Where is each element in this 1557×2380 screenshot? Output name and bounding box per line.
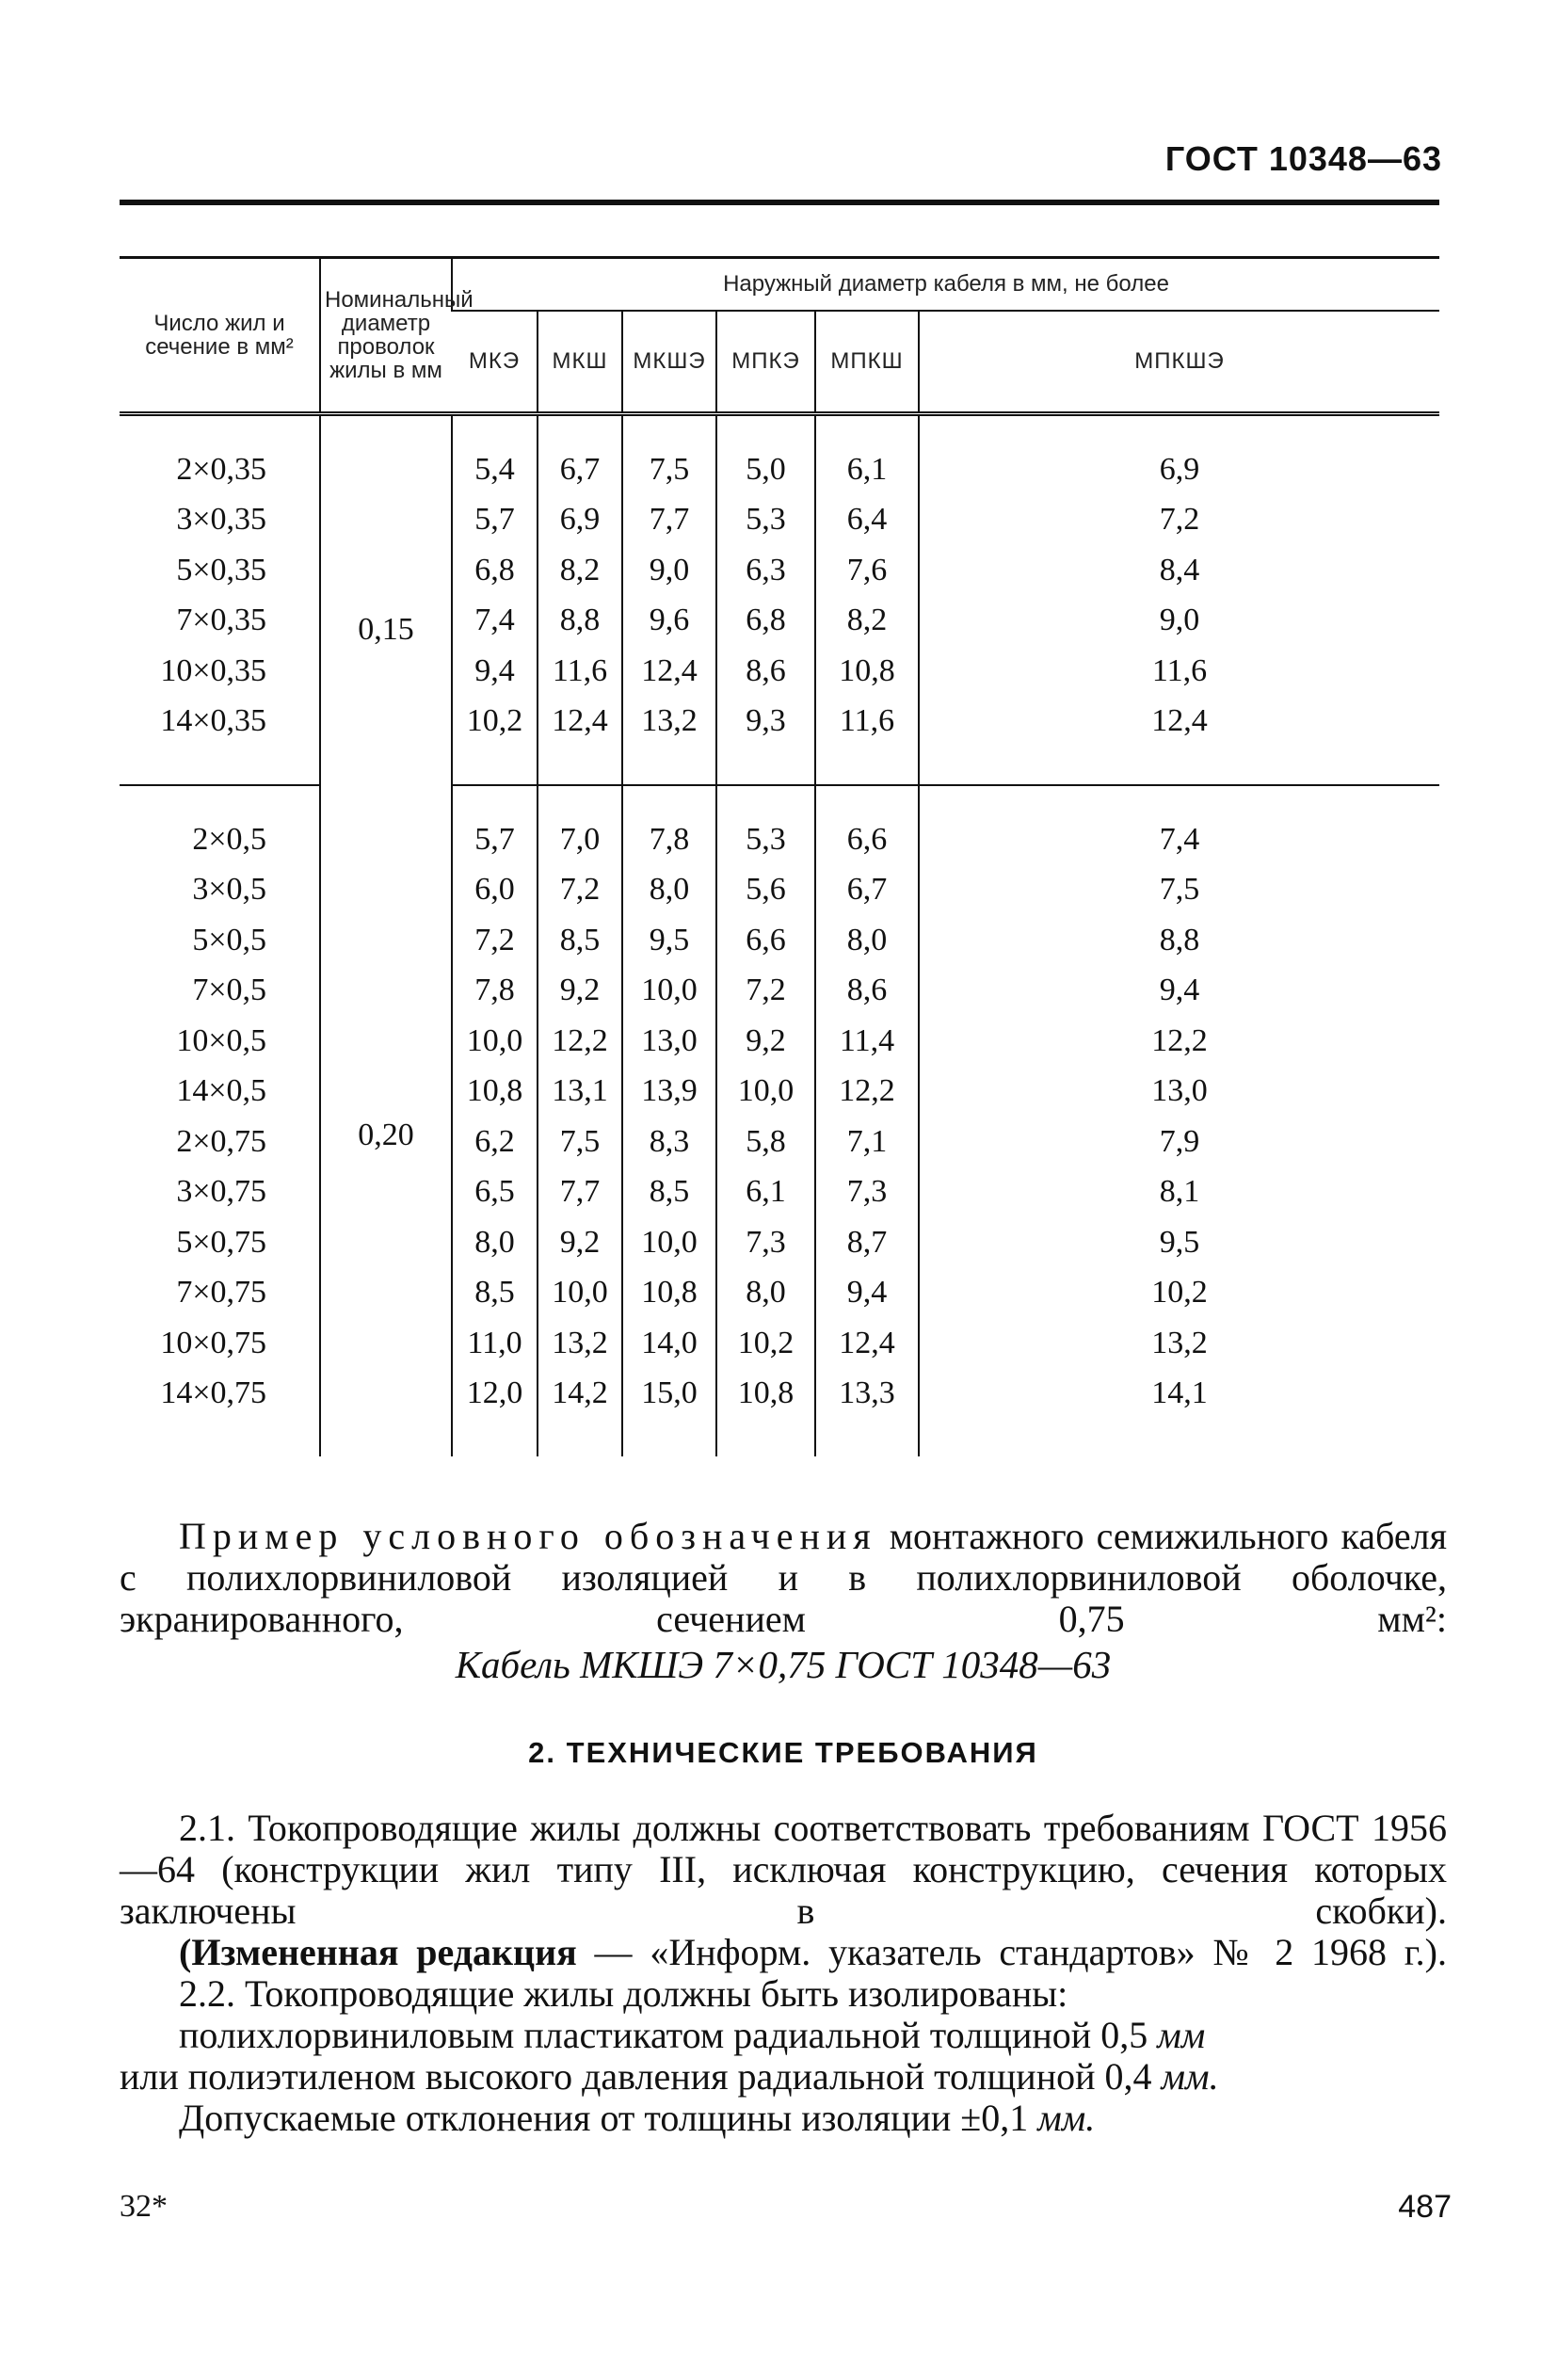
cell-diameter-value: 9,0 xyxy=(919,596,1439,647)
cell-diameter-value: 8,1 xyxy=(919,1167,1439,1218)
table-row xyxy=(120,1117,1439,1167)
cell-diameter-value: 10,8 xyxy=(815,646,919,697)
cell-diameter-value: 6,4 xyxy=(815,495,919,546)
cell-diameter-value: 12,2 xyxy=(538,1016,622,1067)
cell-diameter-value: 8,0 xyxy=(815,915,919,966)
section-heading: 2. ТЕХНИЧЕСКИЕ ТРЕБОВАНИЯ xyxy=(528,1736,1038,1769)
cell-section: 10×0,75 xyxy=(160,1325,266,1360)
cell-diameter-value: 6,5 xyxy=(452,1167,538,1218)
cell-diameter-value: 13,0 xyxy=(919,1067,1439,1118)
cell-diameter-value: 9,0 xyxy=(622,545,716,596)
table-row xyxy=(120,814,1439,865)
cell-diameter-value: 13,0 xyxy=(622,1016,716,1067)
cell-diameter-value: 7,7 xyxy=(622,495,716,546)
cell-diameter-value: 8,0 xyxy=(452,1217,538,1268)
table-row xyxy=(120,545,1439,596)
cell-diameter-value: 5,3 xyxy=(716,814,815,865)
cell-diameter-value: 7,5 xyxy=(622,444,716,495)
cell-diameter-value: 8,5 xyxy=(452,1268,538,1319)
column-header-type: МКШ xyxy=(538,311,622,414)
cell-diameter-value: 8,7 xyxy=(815,1217,919,1268)
cell-diameter-value: 5,0 xyxy=(716,444,815,495)
cell-diameter-value: 5,7 xyxy=(452,814,538,865)
cell-diameter-value: 9,5 xyxy=(622,915,716,966)
cell-diameter-value: 8,5 xyxy=(538,915,622,966)
cell-section: 2×0,5 xyxy=(192,821,266,857)
cell-diameter-value: 7,2 xyxy=(716,966,815,1017)
spacer-row xyxy=(120,785,1439,814)
page-number: 487 xyxy=(1398,2189,1452,2225)
cell-diameter-value: 9,2 xyxy=(538,966,622,1017)
cell-section: 2×0,75 xyxy=(176,1123,266,1159)
cell-diameter-value: 7,9 xyxy=(919,1117,1439,1167)
column-group-header-outer-diameter: Наружный диаметр кабеля в мм, не более xyxy=(452,258,1439,312)
cell-diameter-value: 14,1 xyxy=(919,1369,1439,1420)
cell-diameter-value: 6,1 xyxy=(716,1167,815,1218)
cell-diameter-value: 15,0 xyxy=(622,1369,716,1420)
cell-section: 5×0,75 xyxy=(176,1224,266,1260)
cell-diameter-value: 8,0 xyxy=(716,1268,815,1319)
table-row xyxy=(120,915,1439,966)
table-row xyxy=(120,697,1439,748)
cell-diameter-value: 6,8 xyxy=(452,545,538,596)
spacer-row xyxy=(120,1419,1439,1456)
document-header-title: ГОСТ 10348—63 xyxy=(1164,139,1442,178)
cell-diameter-value: 9,4 xyxy=(815,1268,919,1319)
cell-diameter-value: 10,0 xyxy=(538,1268,622,1319)
change-note-text: — «Информ. указатель стандартов» № 2 1968 г.). xyxy=(576,1931,1448,1973)
unit-mm-b: мм. xyxy=(1161,2055,1219,2098)
table-row xyxy=(120,865,1439,916)
cell-diameter-value: 11,4 xyxy=(815,1016,919,1067)
column-header-type: МПКШ xyxy=(815,311,919,414)
cell-diameter-value: 10,0 xyxy=(452,1016,538,1067)
cell-diameter-value: 9,6 xyxy=(622,596,716,647)
cell-diameter-value: 10,0 xyxy=(622,1217,716,1268)
cell-diameter-value: 6,8 xyxy=(716,596,815,647)
column-header-sections: Число жил и сечение в мм² xyxy=(120,258,320,414)
cell-diameter-value: 12,4 xyxy=(919,697,1439,748)
cell-diameter-value: 13,2 xyxy=(919,1318,1439,1369)
table-row xyxy=(120,1067,1439,1118)
change-note xyxy=(120,1932,1447,1973)
cell-diameter-value: 5,3 xyxy=(716,495,815,546)
example-lead: Пример условного обозначения xyxy=(179,1515,877,1557)
cell-diameter-value: 6,7 xyxy=(538,444,622,495)
table-row xyxy=(120,1268,1439,1319)
cell-diameter-value: 9,2 xyxy=(538,1217,622,1268)
column-header-type: МПКШЭ xyxy=(919,311,1439,414)
change-note-bold: (Измененная редакция xyxy=(179,1931,577,1973)
cell-wire-diameter: 0,15 xyxy=(320,444,452,814)
cell-diameter-value: 7,3 xyxy=(815,1167,919,1218)
cell-diameter-value: 7,2 xyxy=(452,915,538,966)
footer-sheet-mark: 32* xyxy=(120,2189,168,2224)
cell-diameter-value: 14,0 xyxy=(622,1318,716,1369)
cell-diameter-value: 6,6 xyxy=(716,915,815,966)
paragraph-2-2-b: или полиэтиленом высокого давления радиальной толщиной 0,4 мм. xyxy=(120,2055,1219,2098)
cell-diameter-value: 5,7 xyxy=(452,495,538,546)
cell-diameter-value: 12,0 xyxy=(452,1369,538,1420)
cell-diameter-value: 11,6 xyxy=(919,646,1439,697)
cell-diameter-value: 6,0 xyxy=(452,865,538,916)
unit-mm-a: мм xyxy=(1157,2014,1206,2056)
cell-diameter-value: 6,9 xyxy=(538,495,622,546)
cell-diameter-value: 6,2 xyxy=(452,1117,538,1167)
cell-diameter-value: 5,4 xyxy=(452,444,538,495)
cell-diameter-value: 8,8 xyxy=(919,915,1439,966)
spacer-row xyxy=(120,747,1439,785)
cell-diameter-value: 13,2 xyxy=(622,697,716,748)
example-designation: Кабель МКШЭ 7×0,75 ГОСТ 10348—63 xyxy=(455,1643,1112,1686)
cell-section: 5×0,5 xyxy=(192,922,266,957)
cell-diameter-value: 10,8 xyxy=(622,1268,716,1319)
cell-diameter-value: 10,8 xyxy=(716,1369,815,1420)
cell-diameter-value: 13,1 xyxy=(538,1067,622,1118)
cell-diameter-value: 13,2 xyxy=(538,1318,622,1369)
cell-diameter-value: 11,6 xyxy=(538,646,622,697)
column-header-type: МКШЭ xyxy=(622,311,716,414)
paragraph-2-2-a: полихлорвиниловым пластикатом радиальной толщиной 0,5 мм xyxy=(179,2014,1206,2056)
cell-section: 7×0,5 xyxy=(192,973,266,1008)
paragraph-2-1: 2.1. Токопроводящие жилы должны соответствовать требованиям ГОСТ 1956—64 (конструкции жил типу III, исключая конструкцию, сечения которых заключены в скобки). xyxy=(120,1807,1447,1932)
cell-diameter-value: 7,5 xyxy=(538,1117,622,1167)
cell-diameter-value: 8,4 xyxy=(919,545,1439,596)
table-row xyxy=(120,596,1439,647)
cell-diameter-value: 7,0 xyxy=(538,814,622,865)
column-header-type: МКЭ xyxy=(452,311,538,414)
cell-diameter-value: 10,0 xyxy=(622,966,716,1017)
column-header-wire-diameter: Номинальный диаметр проволок жилы в мм xyxy=(320,258,452,414)
cell-diameter-value: 11,6 xyxy=(815,697,919,748)
cell-section: 14×0,5 xyxy=(176,1073,266,1109)
cell-diameter-value: 8,2 xyxy=(815,596,919,647)
cell-diameter-value: 12,4 xyxy=(622,646,716,697)
cell-section: 5×0,35 xyxy=(176,552,266,587)
cell-diameter-value: 6,7 xyxy=(815,865,919,916)
main-text-block xyxy=(120,1516,1447,2139)
cell-section: 10×0,35 xyxy=(160,652,266,688)
cell-diameter-value: 12,2 xyxy=(815,1067,919,1118)
cell-diameter-value: 8,5 xyxy=(622,1167,716,1218)
cell-diameter-value: 7,6 xyxy=(815,545,919,596)
example-text: монтажного семижильного кабеля с полихлорвиниловой изоляцией и в полихлорвиниловой оболочке, экранированного, сечением 0,75 мм²: xyxy=(120,1515,1447,1640)
cell-diameter-value: 6,1 xyxy=(815,444,919,495)
cell-diameter-value: 9,4 xyxy=(452,646,538,697)
table-row xyxy=(120,1217,1439,1268)
cell-section: 7×0,35 xyxy=(176,603,266,638)
cell-section: 14×0,35 xyxy=(160,703,266,739)
cell-diameter-value: 9,2 xyxy=(716,1016,815,1067)
table-row xyxy=(120,1016,1439,1067)
cell-diameter-value: 12,2 xyxy=(919,1016,1439,1067)
cell-section: 3×0,75 xyxy=(176,1174,266,1210)
cell-section: 2×0,35 xyxy=(176,451,266,487)
cell-diameter-value: 10,2 xyxy=(716,1318,815,1369)
cell-diameter-value: 8,0 xyxy=(622,865,716,916)
cell-diameter-value: 7,1 xyxy=(815,1117,919,1167)
cell-diameter-value: 7,8 xyxy=(622,814,716,865)
cell-diameter-value: 12,4 xyxy=(538,697,622,748)
cell-section: 10×0,5 xyxy=(176,1022,266,1058)
cell-diameter-value: 6,3 xyxy=(716,545,815,596)
cell-diameter-value: 12,4 xyxy=(815,1318,919,1369)
cell-diameter-value: 7,4 xyxy=(919,814,1439,865)
table-row xyxy=(120,495,1439,546)
cell-diameter-value: 8,8 xyxy=(538,596,622,647)
cell-diameter-value: 9,5 xyxy=(919,1217,1439,1268)
cell-diameter-value: 10,8 xyxy=(452,1067,538,1118)
cell-diameter-value: 8,3 xyxy=(622,1117,716,1167)
cell-diameter-value: 7,7 xyxy=(538,1167,622,1218)
cell-diameter-value: 11,0 xyxy=(452,1318,538,1369)
cell-diameter-value: 7,2 xyxy=(538,865,622,916)
cell-diameter-value: 10,2 xyxy=(452,697,538,748)
cell-diameter-value: 13,3 xyxy=(815,1369,919,1420)
cell-section: 7×0,75 xyxy=(176,1275,266,1311)
cell-section: 3×0,35 xyxy=(176,502,266,538)
table-row xyxy=(120,444,1439,495)
unit-mm-c: мм. xyxy=(1037,2097,1096,2139)
cell-diameter-value: 14,2 xyxy=(538,1369,622,1420)
cell-diameter-value: 7,8 xyxy=(452,966,538,1017)
paragraph-2-2-c: Допускаемые отклонения от толщины изоляции ±0,1 мм. xyxy=(179,2097,1096,2139)
cell-diameter-value: 8,2 xyxy=(538,545,622,596)
cable-diameter-table xyxy=(120,256,1439,1456)
paragraph-2-2: 2.2. Токопроводящие жилы должны быть изолированы: xyxy=(179,1972,1068,2015)
cell-diameter-value: 6,6 xyxy=(815,814,919,865)
cell-diameter-value: 8,6 xyxy=(716,646,815,697)
cell-diameter-value: 7,5 xyxy=(919,865,1439,916)
cell-section: 3×0,5 xyxy=(192,872,266,908)
cell-diameter-value: 5,8 xyxy=(716,1117,815,1167)
table-row xyxy=(120,1167,1439,1218)
spacer-row xyxy=(120,414,1439,445)
cell-diameter-value: 8,6 xyxy=(815,966,919,1017)
column-header-type: МПКЭ xyxy=(716,311,815,414)
cell-diameter-value: 7,2 xyxy=(919,495,1439,546)
cell-diameter-value: 9,3 xyxy=(716,697,815,748)
cell-diameter-value: 9,4 xyxy=(919,966,1439,1017)
example-paragraph xyxy=(120,1516,1447,1640)
cell-diameter-value: 10,0 xyxy=(716,1067,815,1118)
cell-diameter-value: 5,6 xyxy=(716,865,815,916)
table-row xyxy=(120,966,1439,1017)
cell-diameter-value: 7,4 xyxy=(452,596,538,647)
cell-diameter-value: 10,2 xyxy=(919,1268,1439,1319)
cell-wire-diameter: 0,20 xyxy=(320,814,452,1456)
table-row xyxy=(120,646,1439,697)
table-row xyxy=(120,1369,1439,1420)
header-rule xyxy=(120,200,1439,205)
cell-diameter-value: 13,9 xyxy=(622,1067,716,1118)
cell-section: 14×0,75 xyxy=(160,1375,266,1411)
cell-diameter-value: 7,3 xyxy=(716,1217,815,1268)
cell-diameter-value: 6,9 xyxy=(919,444,1439,495)
table-row xyxy=(120,1318,1439,1369)
